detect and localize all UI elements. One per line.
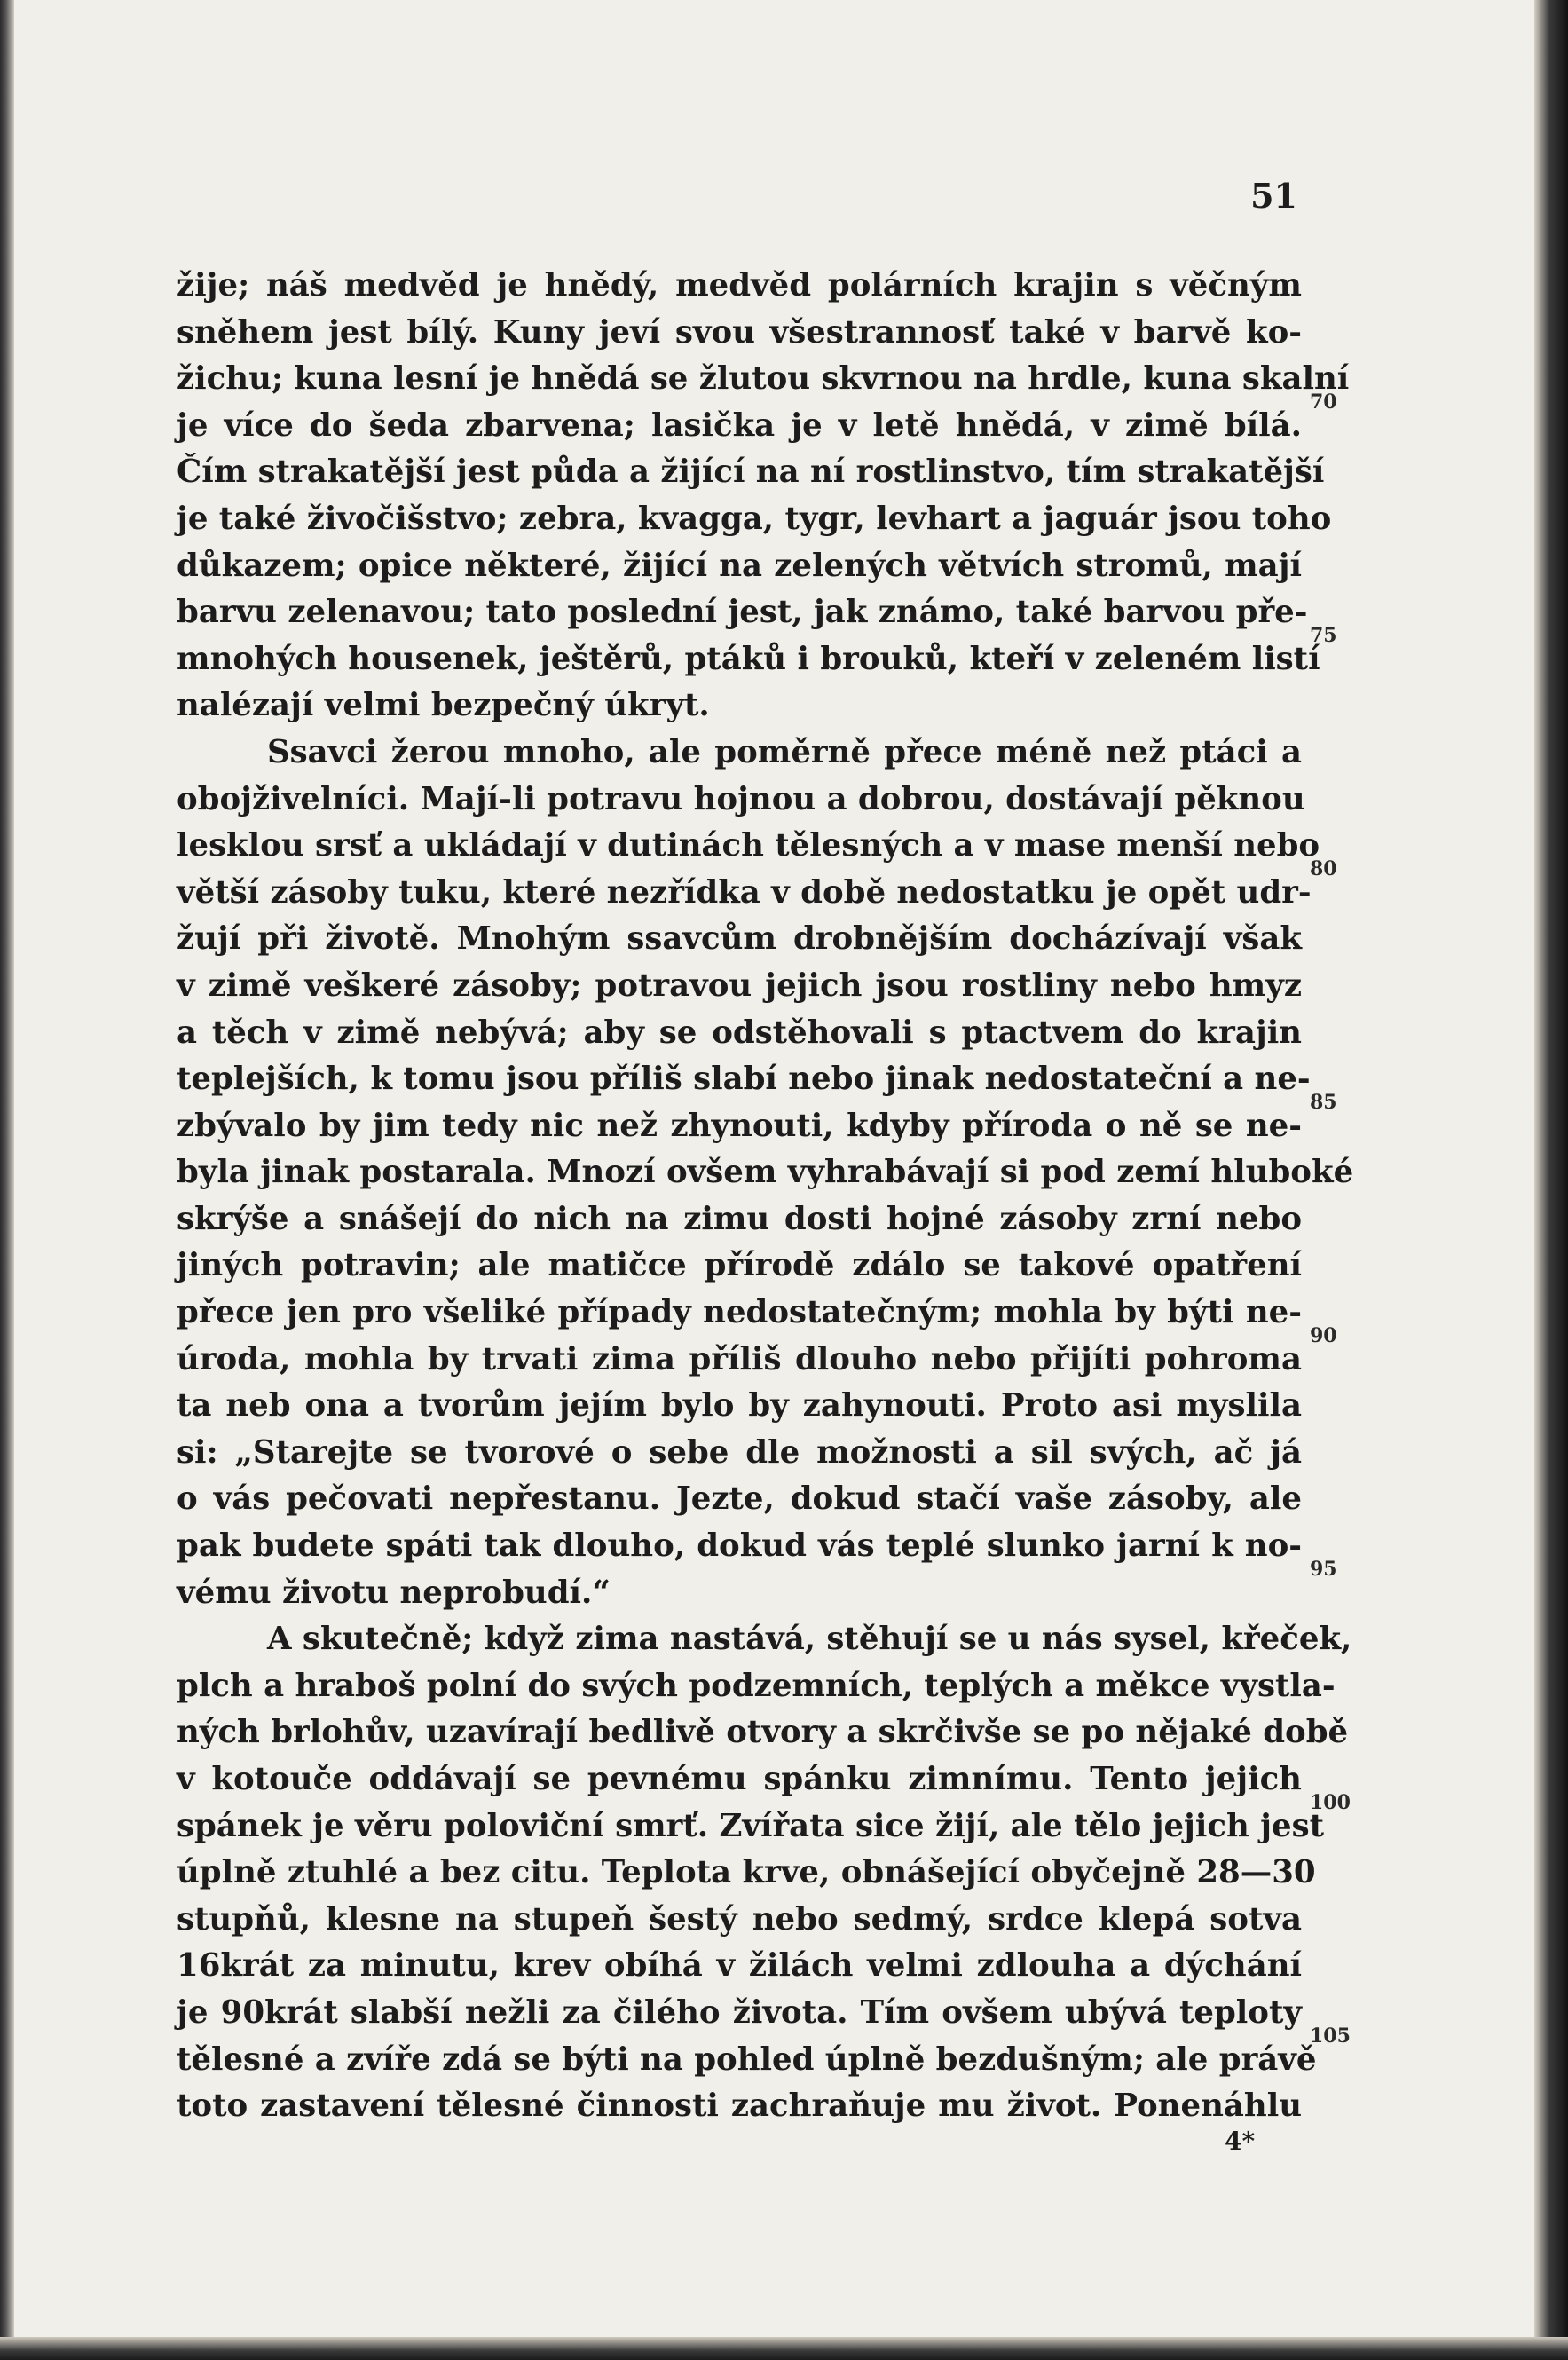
text-line: teplejších, k tomu jsou příliš slabí nebo jinak nedostateční a ne- [177, 1061, 1311, 1098]
text-line: si: „Starejte se tvorové o sebe dle možnosti a sil svých, ač já [177, 1433, 1302, 1471]
text-line: barvu zelenavou; tato poslední jest, jak známo, také barvou pře- [177, 594, 1308, 631]
text-line: nalézají velmi bezpečný úkryt. [177, 687, 710, 724]
scan-edge-right [1534, 0, 1568, 2360]
text-line: je 90krát slabší nežli za čilého života. Tím ovšem ubývá teploty [177, 1993, 1302, 2031]
text-line: v kotouče oddávají se pevnému spánku zimnímu. Tento jejich [177, 1761, 1302, 1797]
text-line: je více do šeda zbarvena; lasička je v letě hnědá, v zimě bílá. [177, 406, 1302, 444]
text-line: toto zastavení tělesné činnosti zachraňuje mu život. Ponenáhlu [177, 2088, 1302, 2125]
text-line: úroda, mohla by trvati zima příliš dlouho nebo přijíti pohroma [177, 1340, 1302, 1377]
text-line: ných brlohův, uzavírají bedlivě otvory a skrčivše se po nějaké době [177, 1714, 1349, 1751]
text-line: vému životu neprobudí.“ [177, 1574, 611, 1611]
text-line: Čím strakatější jest půda a žijící na ní rostlinstvo, tím strakatější [177, 454, 1325, 491]
margin-line-number: 75 [1310, 624, 1337, 647]
text-line: přece jen pro všeliké případy nedostatečným; mohla by býti ne- [177, 1294, 1302, 1331]
text-line: stupňů, klesne na stupeň šestý nebo sedmý, srdce klepá sotva [177, 1900, 1302, 1938]
text-line: skrýše a snášejí do nich na zimu dosti hojné zásoby zrní nebo [177, 1200, 1302, 1237]
text-line: sněhem jest bílý. Kuny jeví svou všestrannosť také v barvě ko- [177, 313, 1302, 351]
text-line: žují při životě. Mnohým ssavcům drobnějším docházívají však [177, 920, 1302, 958]
text-line: a těch v zimě nebývá; aby se odstěhovali s ptactvem do krajin [177, 1014, 1302, 1051]
text-line: o vás pečovati nepřestanu. Jezte, dokud stačí vaše zásoby, ale [177, 1480, 1302, 1518]
text-line: 16krát za minutu, krev obíhá v žilách velmi zdlouha a dýchání [177, 1947, 1302, 1985]
text-line: plch a hraboš polní do svých podzemních, teplých a měkce vystla- [177, 1667, 1336, 1704]
margin-line-number: 85 [1310, 1091, 1337, 1114]
scan-edge-left [0, 0, 14, 2360]
text-line: A skutečně; když zima nastává, stěhují se u nás sysel, křeček, [267, 1621, 1352, 1658]
text-line: tělesné a zvíře zdá se býti na pohled úplně bezdušným; ale právě [177, 2040, 1317, 2078]
margin-line-number: 95 [1310, 1558, 1337, 1581]
text-line: pak budete spáti tak dlouho, dokud vás teplé slunko jarní k no- [177, 1527, 1302, 1565]
text-line: větší zásoby tuku, které nezřídka v době nedostatku je opět udr- [177, 873, 1312, 911]
margin-line-number: 80 [1310, 857, 1337, 880]
text-line: Ssavci žerou mnoho, ale poměrně přece méně než ptáci a [267, 733, 1302, 770]
text-line: ta neb ona a tvorům jejím bylo by zahynouti. Proto asi myslila [177, 1387, 1302, 1425]
text-line: žije; náš medvěd je hnědý, medvěd polárních krajin s věčným [177, 267, 1302, 304]
text-line: mnohých housenek, ještěrů, ptáků i brouků, kteří v zeleném listí [177, 640, 1320, 677]
text-line: v zimě veškeré zásoby; potravou jejich jsou rostliny nebo hmyz [177, 967, 1302, 1004]
text-line: důkazem; opice některé, žijící na zelených větvích stromů, mají [177, 547, 1302, 584]
page-number: 51 [1250, 176, 1297, 216]
text-line: byla jinak postarala. Mnozí ovšem vyhrabávají si pod zemí hluboké [177, 1154, 1354, 1191]
margin-line-number: 90 [1310, 1324, 1337, 1347]
text-line: zbývalo by jim tedy nic než zhynouti, kdyby příroda o ně se ne- [177, 1107, 1302, 1144]
margin-line-number: 100 [1310, 1791, 1351, 1814]
text-line: žichu; kuna lesní je hnědá se žlutou skvrnou na hrdle, kuna skalní [177, 360, 1350, 398]
text-line: je také živočišstvo; zebra, kvagga, tygr, levhart a jaguár jsou toho [177, 500, 1332, 537]
text-line: jiných potravin; ale matičce přírodě zdálo se takové opatření [177, 1247, 1302, 1284]
text-line: spánek je věru poloviční smrť. Zvířata sice žijí, ale tělo jejich jest [177, 1807, 1324, 1844]
text-line: lesklou srsť a ukládají v dutinách tělesných a v mase menší nebo [177, 827, 1320, 864]
scan-edge-bottom [0, 2337, 1568, 2360]
signature-mark: 4* [1225, 2127, 1256, 2156]
text-line: obojživelníci. Mají-li potravu hojnou a dobrou, dostávají pěknou [177, 780, 1305, 817]
text-line: úplně ztuhlé a bez citu. Teplota krve, obnášející obyčejně 28—30 [177, 1854, 1316, 1891]
margin-line-number: 70 [1310, 391, 1337, 414]
margin-line-number: 105 [1310, 2025, 1351, 2048]
